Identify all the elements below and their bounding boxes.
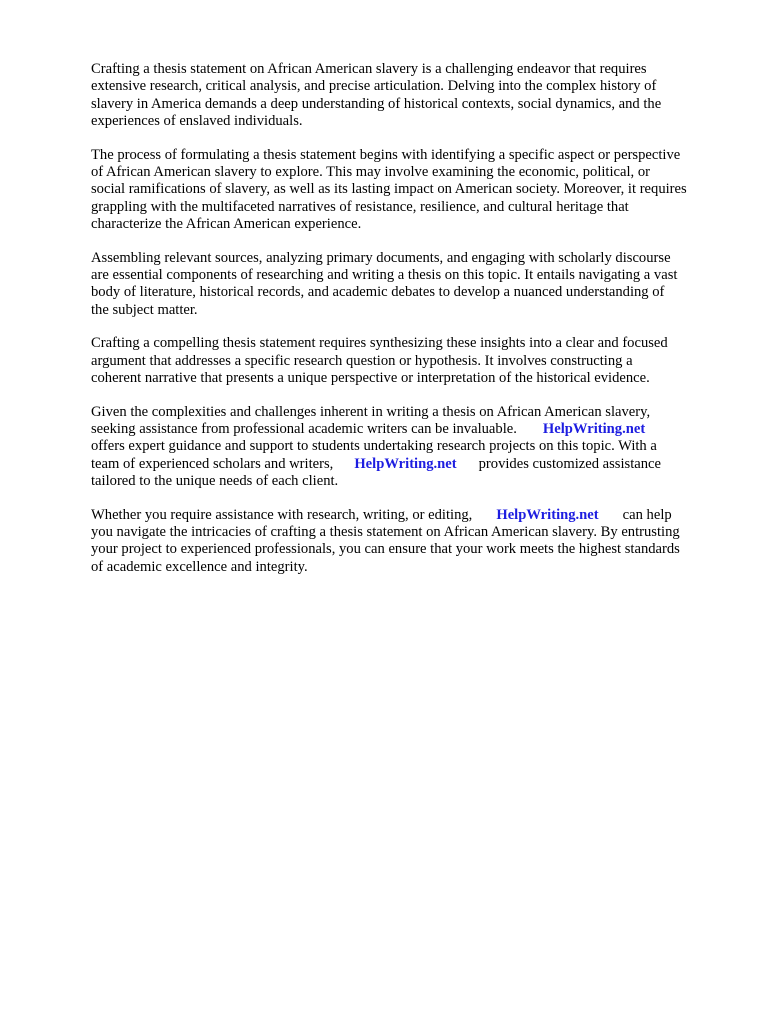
text-line: Given the complexities and challenges inherent in writing a thesis on African American slavery, <box>91 403 651 420</box>
paragraph-intro <box>91 61 731 131</box>
text-segment: team of experienced scholars and writers, <box>91 455 334 472</box>
text-line: slavery in America demands a deep understanding of historical contexts, social dynamics, and the <box>91 95 662 112</box>
text-segment: can help <box>622 506 672 523</box>
text-line <box>91 456 731 473</box>
text-line: of African American slavery to explore. This may involve examining the economic, political, or <box>91 164 650 181</box>
text-line: argument that addresses a specific research question or hypothesis. It involves constructing a <box>91 352 633 369</box>
paragraph-process <box>91 147 731 234</box>
text-line: the subject matter. <box>91 301 198 318</box>
text-line: are essential components of researching and writing a thesis on this topic. It entails navigating a vast <box>91 267 678 284</box>
text-line: offers expert guidance and support to students undertaking research projects on this topic. With a <box>91 438 657 455</box>
text-line: Assembling relevant sources, analyzing primary documents, and engaging with scholarly discourse <box>91 249 671 266</box>
text-line: tailored to the unique needs of each client. <box>91 473 339 490</box>
text-segment: provides customized assistance <box>478 455 661 472</box>
helpwriting-link-2[interactable]: HelpWriting.net <box>354 455 457 472</box>
text-line: Crafting a thesis statement on African American slavery is a challenging endeavor that requires <box>91 61 647 77</box>
helpwriting-link-1[interactable]: HelpWriting.net <box>542 420 646 437</box>
text-line: body of literature, historical records, and academic debates to develop a nuanced understanding of <box>91 284 665 301</box>
text-line: of academic excellence and integrity. <box>91 558 308 575</box>
paragraph-sources <box>91 250 731 320</box>
text-line: coherent narrative that presents a unique perspective or interpretation of the historical evidence. <box>91 370 650 387</box>
text-line: experiences of enslaved individuals. <box>91 113 303 130</box>
paragraph-compelling <box>91 335 731 387</box>
helpwriting-link-3[interactable]: HelpWriting.net <box>496 506 599 523</box>
text-segment: Whether you require assistance with research, writing, or editing, <box>91 506 473 523</box>
text-line: The process of formulating a thesis statement begins with identifying a specific aspect or perspective <box>91 146 681 163</box>
text-line: characterize the African American experience. <box>91 216 362 233</box>
text-line: your project to experienced professionals, you can ensure that your work meets the highest standards <box>91 541 680 558</box>
text-line: social ramifications of slavery, as well as its lasting impact on American society. Moreover, it requires <box>91 181 687 198</box>
text-line: you navigate the intricacies of crafting a thesis statement on African American slavery. By entrusting <box>91 523 680 540</box>
text-line: Crafting a compelling thesis statement requires synthesizing these insights into a clear and focused <box>91 335 668 352</box>
text-line: extensive research, critical analysis, and precise articulation. Delving into the complex history of <box>91 78 657 95</box>
text-line <box>91 507 731 524</box>
document-page <box>91 61 731 592</box>
paragraph-assistance <box>91 404 731 491</box>
paragraph-whether <box>91 507 731 577</box>
text-line <box>91 421 731 438</box>
text-segment: seeking assistance from professional academic writers can be invaluable. <box>91 420 517 437</box>
text-line: grappling with the multifaceted narratives of resistance, resilience, and cultural heritage that <box>91 198 629 215</box>
